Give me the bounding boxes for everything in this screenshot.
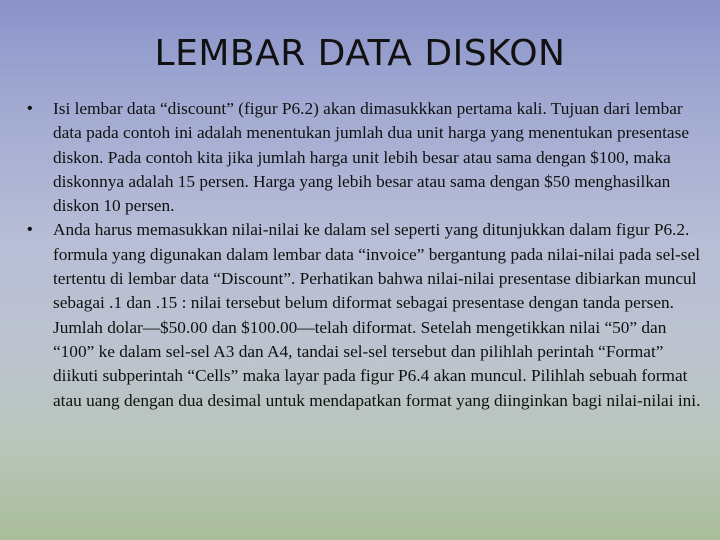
bullet-icon: • — [27, 100, 33, 117]
bullet-text: Isi lembar data “discount” (figur P6.2) akan dimasukkkan pertama kali. Tujuan dari lembar data pada contoh ini adalah menentukan jumlah dua unit harga yang menentukan presentase diskon. Pada contoh kita jika jumlah harga unit lebih besar atau sama dengan $100, maka diskonnya adalah 15 persen. Harga yang lebih besar atau sama dengan $50 menghasilkan diskon 10 persen. — [53, 99, 689, 216]
bullet-item — [27, 97, 707, 218]
slide-title: LEMBAR DATA DISKON — [154, 33, 566, 74]
bullet-text: Anda harus memasukkan nilai-nilai ke dalam sel seperti yang ditunjukkan dalam figur P6.2. formula yang digunakan dalam lembar data “invoice” bergantung pada nilai-nilai pada sel-sel tertentu di lembar data “Discount”. Perhatikan bahwa nilai-nilai presentase dibiarkan muncul sebagai .1 dan .15 : nilai tersebut belum diformat sebagai presentase dengan tanda persen. Jumlah dolar—$50.00 dan $100.00—telah diformat. Setelah mengetikkan nilai “50” dan “100” ke dalam sel-sel A3 dan A4, tandai sel-sel tersebut dan pilihlah perintah “Format” diikuti subperintah “Cells” maka layar pada figur P6.4 akan muncul. Pilihlah sebuah format atau uang dengan dua desimal untuk mendapatkan format yang diinginkan bagi nilai-nilai ini. — [53, 220, 701, 410]
bullet-icon: • — [27, 221, 33, 239]
bullet-item — [27, 218, 707, 412]
bullet-list — [27, 97, 707, 413]
